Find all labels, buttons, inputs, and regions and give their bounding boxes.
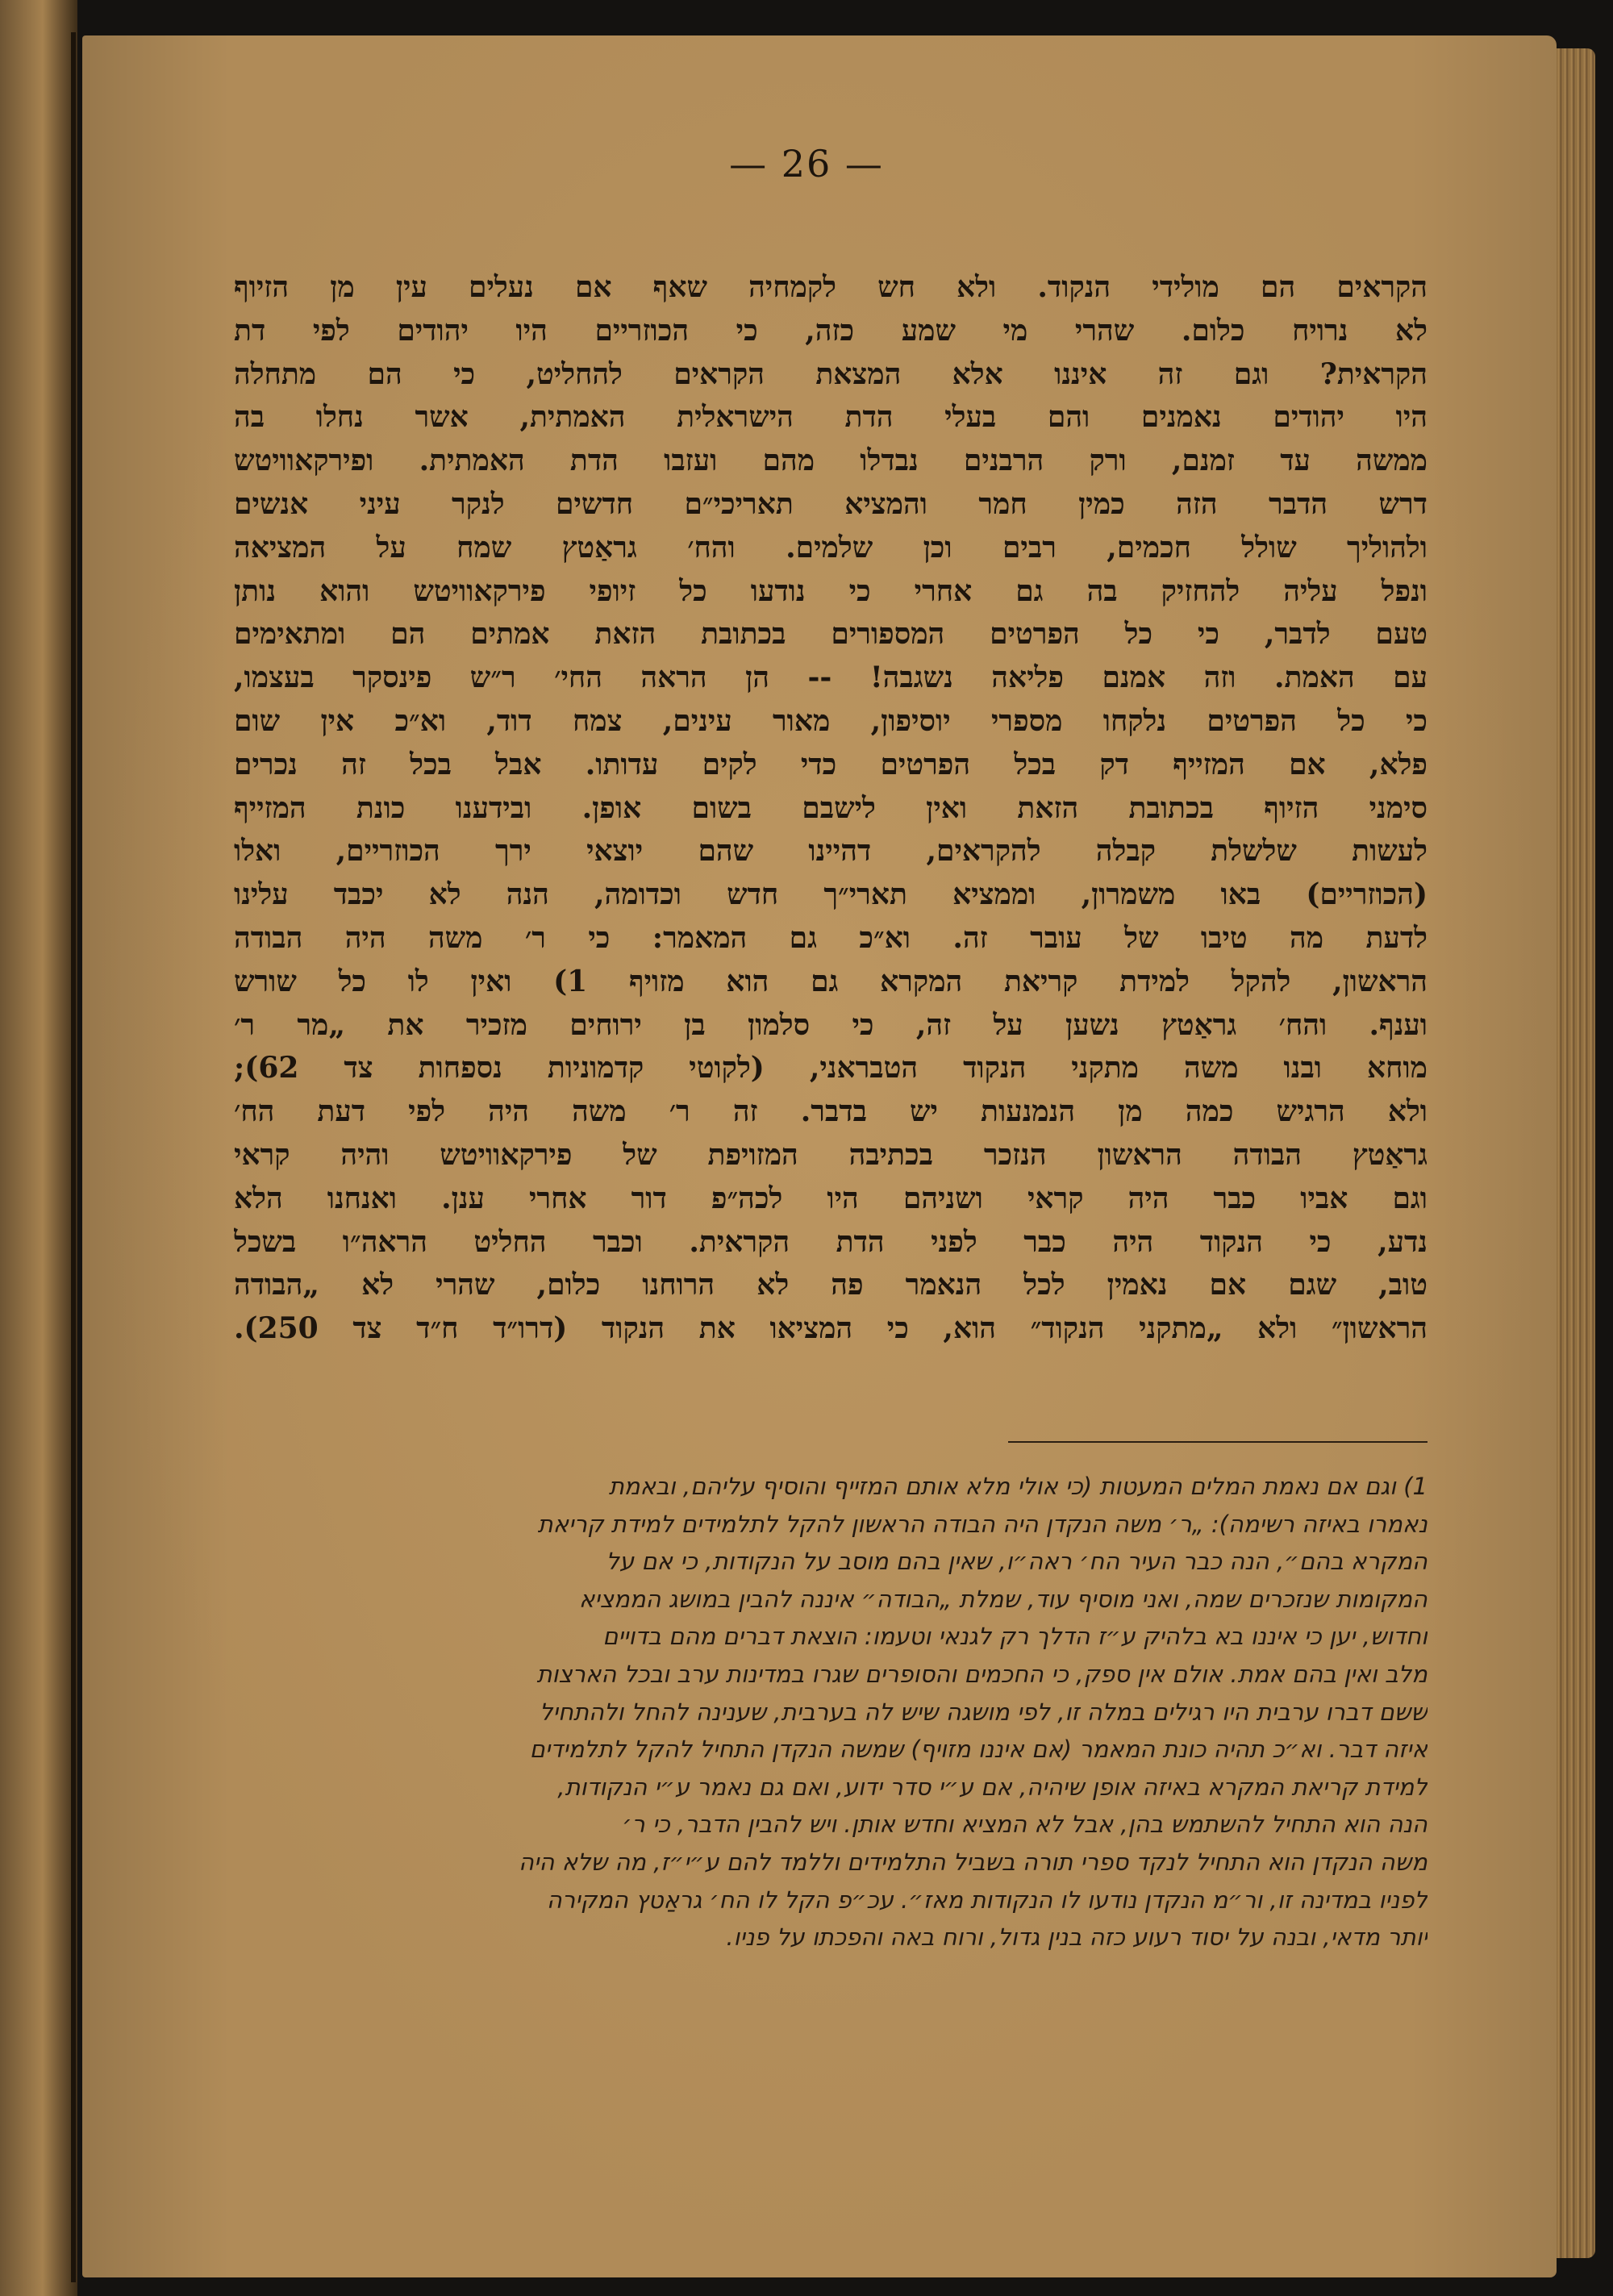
text-line: כי כל הפרטים נלקחו מספרי יוסיפון, מאור עינים, צמח דוד, וא״כ אין שום [234, 703, 1428, 738]
text-line: וענף. והח׳ גראַטץ נשען על זה, כי סלמון בן ירוחים מזכיר את „מר ר׳ [234, 1007, 1428, 1042]
footnote-line: המקומות שנזכרים שמה, ואני מוסיף עוד, שמלת „הבודה״ איננה להבין במושג הממציא [579, 1585, 1428, 1613]
footnote-line: וחדוש, יען כי איננו בא בלהיק ע״ז הדלך רק לגנאי וטעמו: הוצאת דברים מהם בדויים [602, 1623, 1428, 1651]
text-line: ולא הרגיש כמה מן הנמנעות יש בדבר. זה ר׳ משה היה לפי דעת הח׳ [234, 1094, 1428, 1129]
text-line: טוב, שגם אם נאמין לכל הנאמר פה לא הרוחנו כלום, שהרי לא „הבודה [234, 1268, 1428, 1302]
text-line: וגם אביו כבר היה קראי ושניהם היו לכה״פ דור אחרי ענן. ואנחנו הלא [234, 1181, 1428, 1215]
text-line: לדעת מה טיבו של עובר זה. וא״כ גם המאמר: כי ר׳ משה היה הבודה [234, 920, 1428, 955]
text-line: לא נרויח כלום. שהרי מי שמע כזה, כי הכוזריים היו יהודים לפי דת [234, 313, 1428, 348]
page-stack-edges [1557, 48, 1595, 2258]
footnote-line: יותר מדאי, ובנה על יסוד רעוע כזה בנין גדול, ורוח באה והפכתו על פניו. [726, 1923, 1428, 1952]
footnote-line: איזה דבר. וא״כ תהיה כונת המאמר (אם איננו מזויף) שמשה הנקדן התחיל להקל לתלמידים [529, 1736, 1428, 1764]
footnote-line: למידת קריאת המקרא באיזה אופן שיהיה, אם ע״י סדר ידוע, ואם גם נאמר ע״י הנקודות, [557, 1773, 1428, 1801]
footnote-line: מלב ואין בהם אמת. אולם אין ספק, כי החכמים והסופרים שגרו במדינות ערב ובכל הארצות [536, 1660, 1428, 1688]
text-line: דרש הדבר הזה כמין חמר והמציא תאריכי״ם חדשים לנקר עיני אנשים [234, 486, 1428, 521]
text-line: לעשות שלשלת קבלה להקראים, דהיינו שהם יוצאי ירך הכוזריים, ואלו [234, 834, 1428, 869]
text-line: פלא, אם המזייף דק בכל הפרטים כדי לקים עדותו. אבל בכל זה נכרים [234, 747, 1428, 781]
text-line: עם האמת. וזה אמנם פליאה נשגבה! -- הן הראה החי׳ ר״ש פינסקר בעצמו, [234, 660, 1428, 695]
text-line: הקראית? וגם זה איננו אלא המצאת הקראים להחליט, כי הם מתחלה [234, 356, 1428, 391]
footnotes-block [234, 1468, 1428, 1956]
text-line: סימני הזיוף בכתובת הזאת ואין לישבם בשום אופן. ובידענו כונת המזייף [234, 790, 1428, 825]
text-line: היו יהודים נאמנים והם בעלי הדת הישראלית האמתית, אשר נחלו בה [234, 400, 1428, 435]
book-gutter [71, 32, 76, 2282]
main-text-block [234, 266, 1428, 1351]
footnote-line: משה הנקדן הוא התחיל לנקד ספרי תורה בשביל התלמידים וללמד להם ע״י״ז, מה שלא היה [519, 1848, 1428, 1876]
text-line: גראַטץ הבודה הראשון הנזכר בכתיבה המזויפת של פירקאוויטש והיה קראי [234, 1137, 1428, 1172]
footnote-line: הנה הוא התחיל להשתמש בהן, אבל לא המציא וחדש אותן. ויש להבין הדבר, כי ר׳ [622, 1811, 1428, 1839]
footnote-line: המקרא בהם״, הנה כבר העיר הח׳ ראה״ו, שאין בהם מוסב על הנקודות, כי אם על [606, 1548, 1428, 1576]
text-line: ממשה עד זמנם, ורק הרבנים נבדלו מהם ועזבו הדת האמתית. ופירקאוויטש [234, 444, 1428, 478]
text-line: ולהוליך שולל חכמים, רבים וכן שלמים. והח׳ גראַטץ שמח על המציאה [234, 530, 1428, 565]
footnote-line: ששם דברו ערבית היו רגילים במלה זו, לפי מושגה שיש לה בערבית, שענינה להחל ולהתחיל [540, 1698, 1428, 1726]
previous-page-edge [0, 0, 77, 2296]
text-line: טעם לדבר, כי כל הפרטים המספורים בכתובת הזאת אמתים הם ומתאימים [234, 617, 1428, 652]
text-line: נדע, כי הנקוד היה כבר לפני הדת הקראית. וכבר החליט הראה״ו בשכל [234, 1224, 1428, 1259]
text-line: הקראים הם מולידי הנקוד. ולא חש לקמחיה שאף אם נעלים עין מן הזיוף [234, 270, 1428, 304]
text-line: הראשון״ ולא „מתקני הנקוד״ הוא, כי המציאו את הנקוד (דרו״ד ח״ד צד 250). [234, 1311, 1428, 1346]
text-line: מוחא ובנו משה מתקני הנקוד הטבראני, (לקוטי קדמוניות נספחות צד 62); [234, 1051, 1428, 1085]
footnote-separator [1008, 1441, 1428, 1443]
footnote-line: לפניו במדינה זו, ור״מ הנקדן נודעו לו הנקודות מאז״. עכ״פ הקל לו הח׳ גראַטץ המקירה [546, 1886, 1428, 1914]
footnote-line: נאמרו באיזה רשימה): „ר׳ משה הנקדן היה הבודה הראשון להקל לתלמידים למידת קריאת [537, 1510, 1428, 1538]
text-line: (הכוזריים) באו משמרון, וממציא תארי״ך חדש וכדומה, הנה לא יכבד עלינו [234, 877, 1428, 912]
text-line: הראשון, להקל למידת קריאת המקרא גם הוא מזויף 1) ואין לו כל שורש [234, 964, 1428, 998]
page-number: — 26 — [729, 142, 884, 185]
footnote-line: 1) וגם אם נאמת המלים המעטות (כי אולי מלא אותם המזייף והוסיף עליהם, ובאמת [608, 1473, 1428, 1500]
text-line: ונפל עליה להחזיק בה גם אחרי כי נודעו כל זיופי פירקאוויטש והוא נותן [234, 573, 1428, 608]
